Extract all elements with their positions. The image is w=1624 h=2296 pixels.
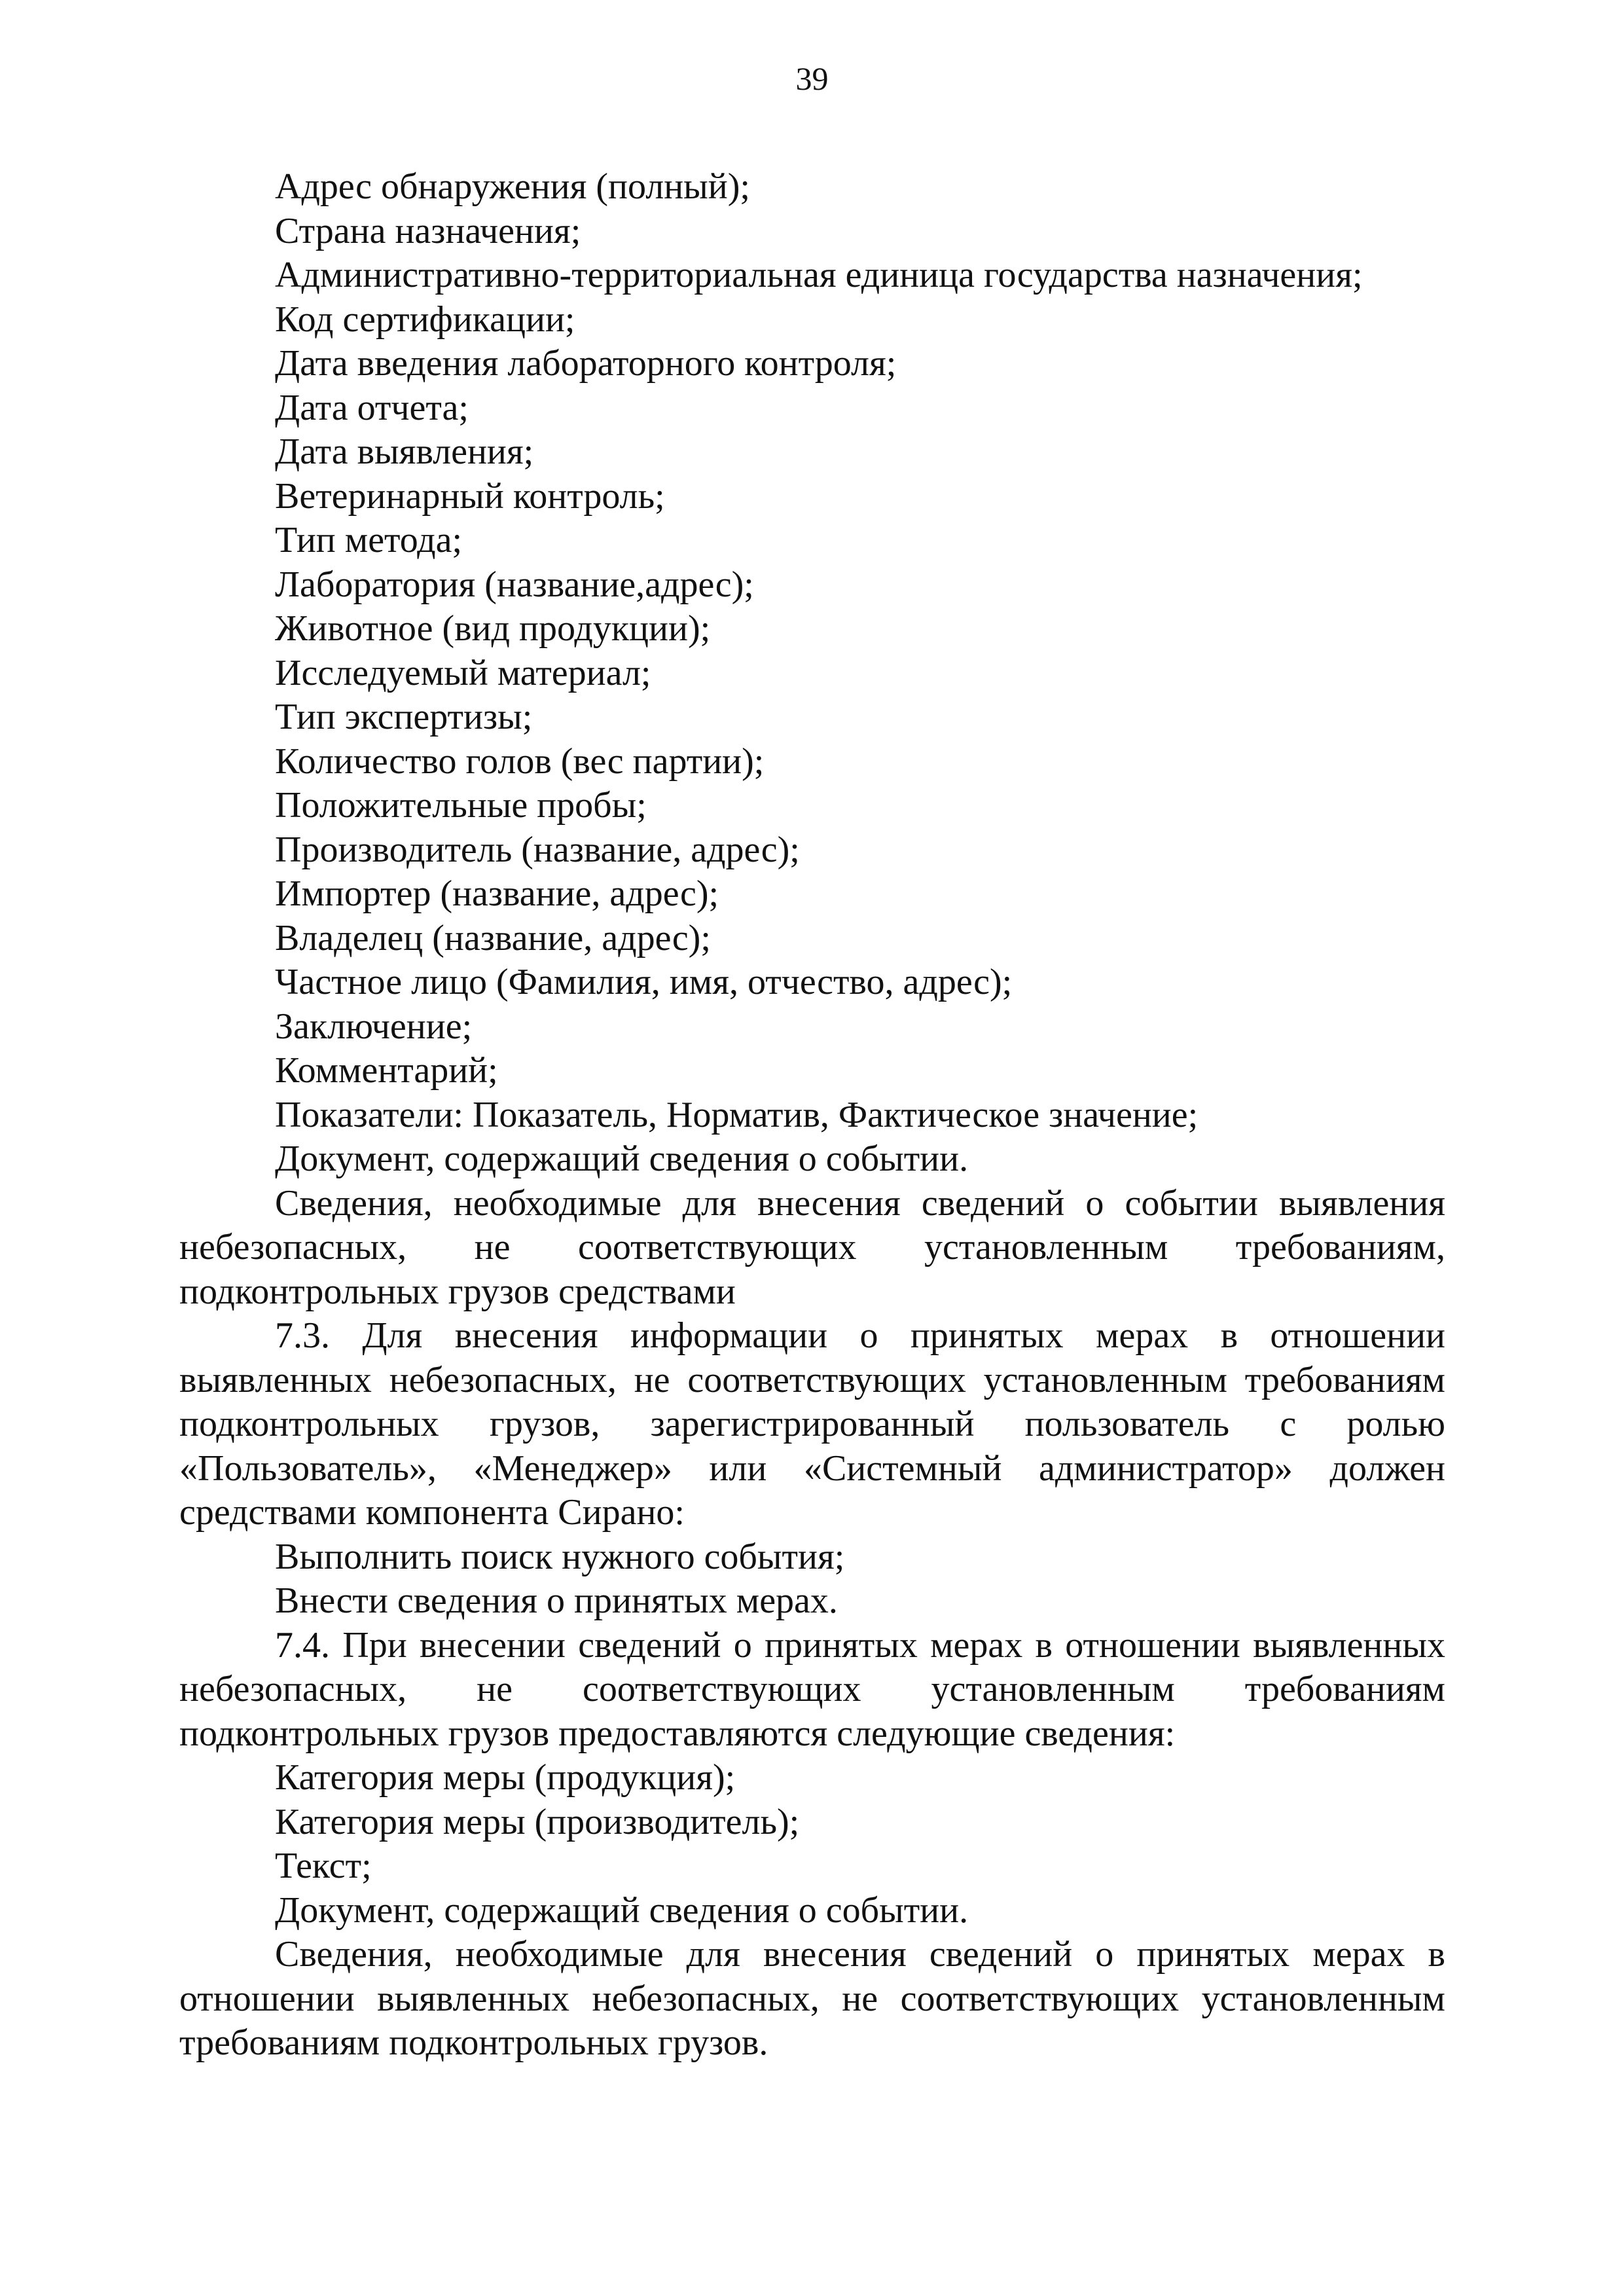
section-7-3-steps [179, 1535, 1445, 1624]
list-item: Импортер (название, адрес); [275, 873, 719, 914]
list-item: Владелец (название, адрес); [275, 917, 711, 958]
list-item: Тип экспертизы; [275, 697, 533, 737]
list-item: Частное лицо (Фамилия, имя, отчество, адрес); [275, 962, 1013, 1002]
list-item: Показатели: Показатель, Норматив, Фактическое значение; [275, 1094, 1199, 1135]
page-number: 39 [795, 60, 829, 97]
list-item: Категория меры (продукция); [275, 1757, 736, 1798]
list-item: Внести сведения о принятых мерах. [275, 1580, 838, 1621]
list-item: Текст; [275, 1846, 372, 1886]
section-7-4-paragraph: 7.4. При внесении сведений о принятых мерах в отношении выявленных небезопасных, не соответствующих установленным требованиям подконтрольных грузов предоставляются следующие сведения: [179, 1624, 1445, 1754]
list-item: Количество голов (вес партии); [275, 740, 765, 782]
section-7-4-fields [179, 1756, 1445, 1933]
list-item: Выполнить поиск нужного события; [275, 1536, 845, 1577]
list-item: Положительные пробы; [275, 785, 647, 826]
document-body [179, 165, 1445, 2066]
list-item: Документ, содержащий сведения о событии. [275, 1139, 969, 1179]
list-item: Документ, содержащий сведения о событии. [275, 1889, 969, 1931]
list-item: Дата введения лабораторного контроля; [275, 343, 897, 384]
paragraph-event-result: Сведения, необходимые для внесения сведений о событии выявления небезопасных, не соответствующих установленным требованиям, подконтрольных грузов средствами [179, 1182, 1445, 1312]
list-item: Страна назначения; [275, 210, 581, 251]
list-item: Животное (вид продукции); [275, 608, 711, 649]
list-item: Производитель (название, адрес); [275, 829, 800, 870]
list-item: Тип метода; [275, 520, 463, 560]
section-7-3-paragraph: 7.3. Для внесения информации о принятых мерах в отношении выявленных небезопасных, не соответствующих установленным требованиям подконтрольных грузов, зарегистрированный пользователь с ролью «Пользователь», «Менеджер» или «Системный администратор» должен средствами компонента Сирано: [179, 1315, 1445, 1533]
list-item: Адрес обнаружения (полный); [275, 166, 750, 207]
list-item: Исследуемый материал; [275, 652, 651, 693]
event-fields-list [179, 165, 1445, 1182]
list-item: Дата отчета; [275, 387, 469, 428]
list-item: Ветеринарный контроль; [275, 475, 665, 517]
list-item: Комментарий; [275, 1050, 498, 1091]
list-item: Заключение; [275, 1006, 473, 1047]
paragraph-measures-result: Сведения, необходимые для внесения сведений о принятых мерах в отношении выявленных небезопасных, не соответствующих установленным требованиям подконтрольных грузов. [179, 1934, 1445, 2063]
list-item: Код сертификации; [275, 299, 575, 340]
list-item: Лаборатория (название,адрес); [275, 564, 754, 605]
list-item: Дата выявления; [275, 431, 534, 472]
list-item: Административно-территориальная единица государства назначения; [275, 255, 1363, 295]
list-item: Категория меры (производитель); [275, 1801, 800, 1842]
